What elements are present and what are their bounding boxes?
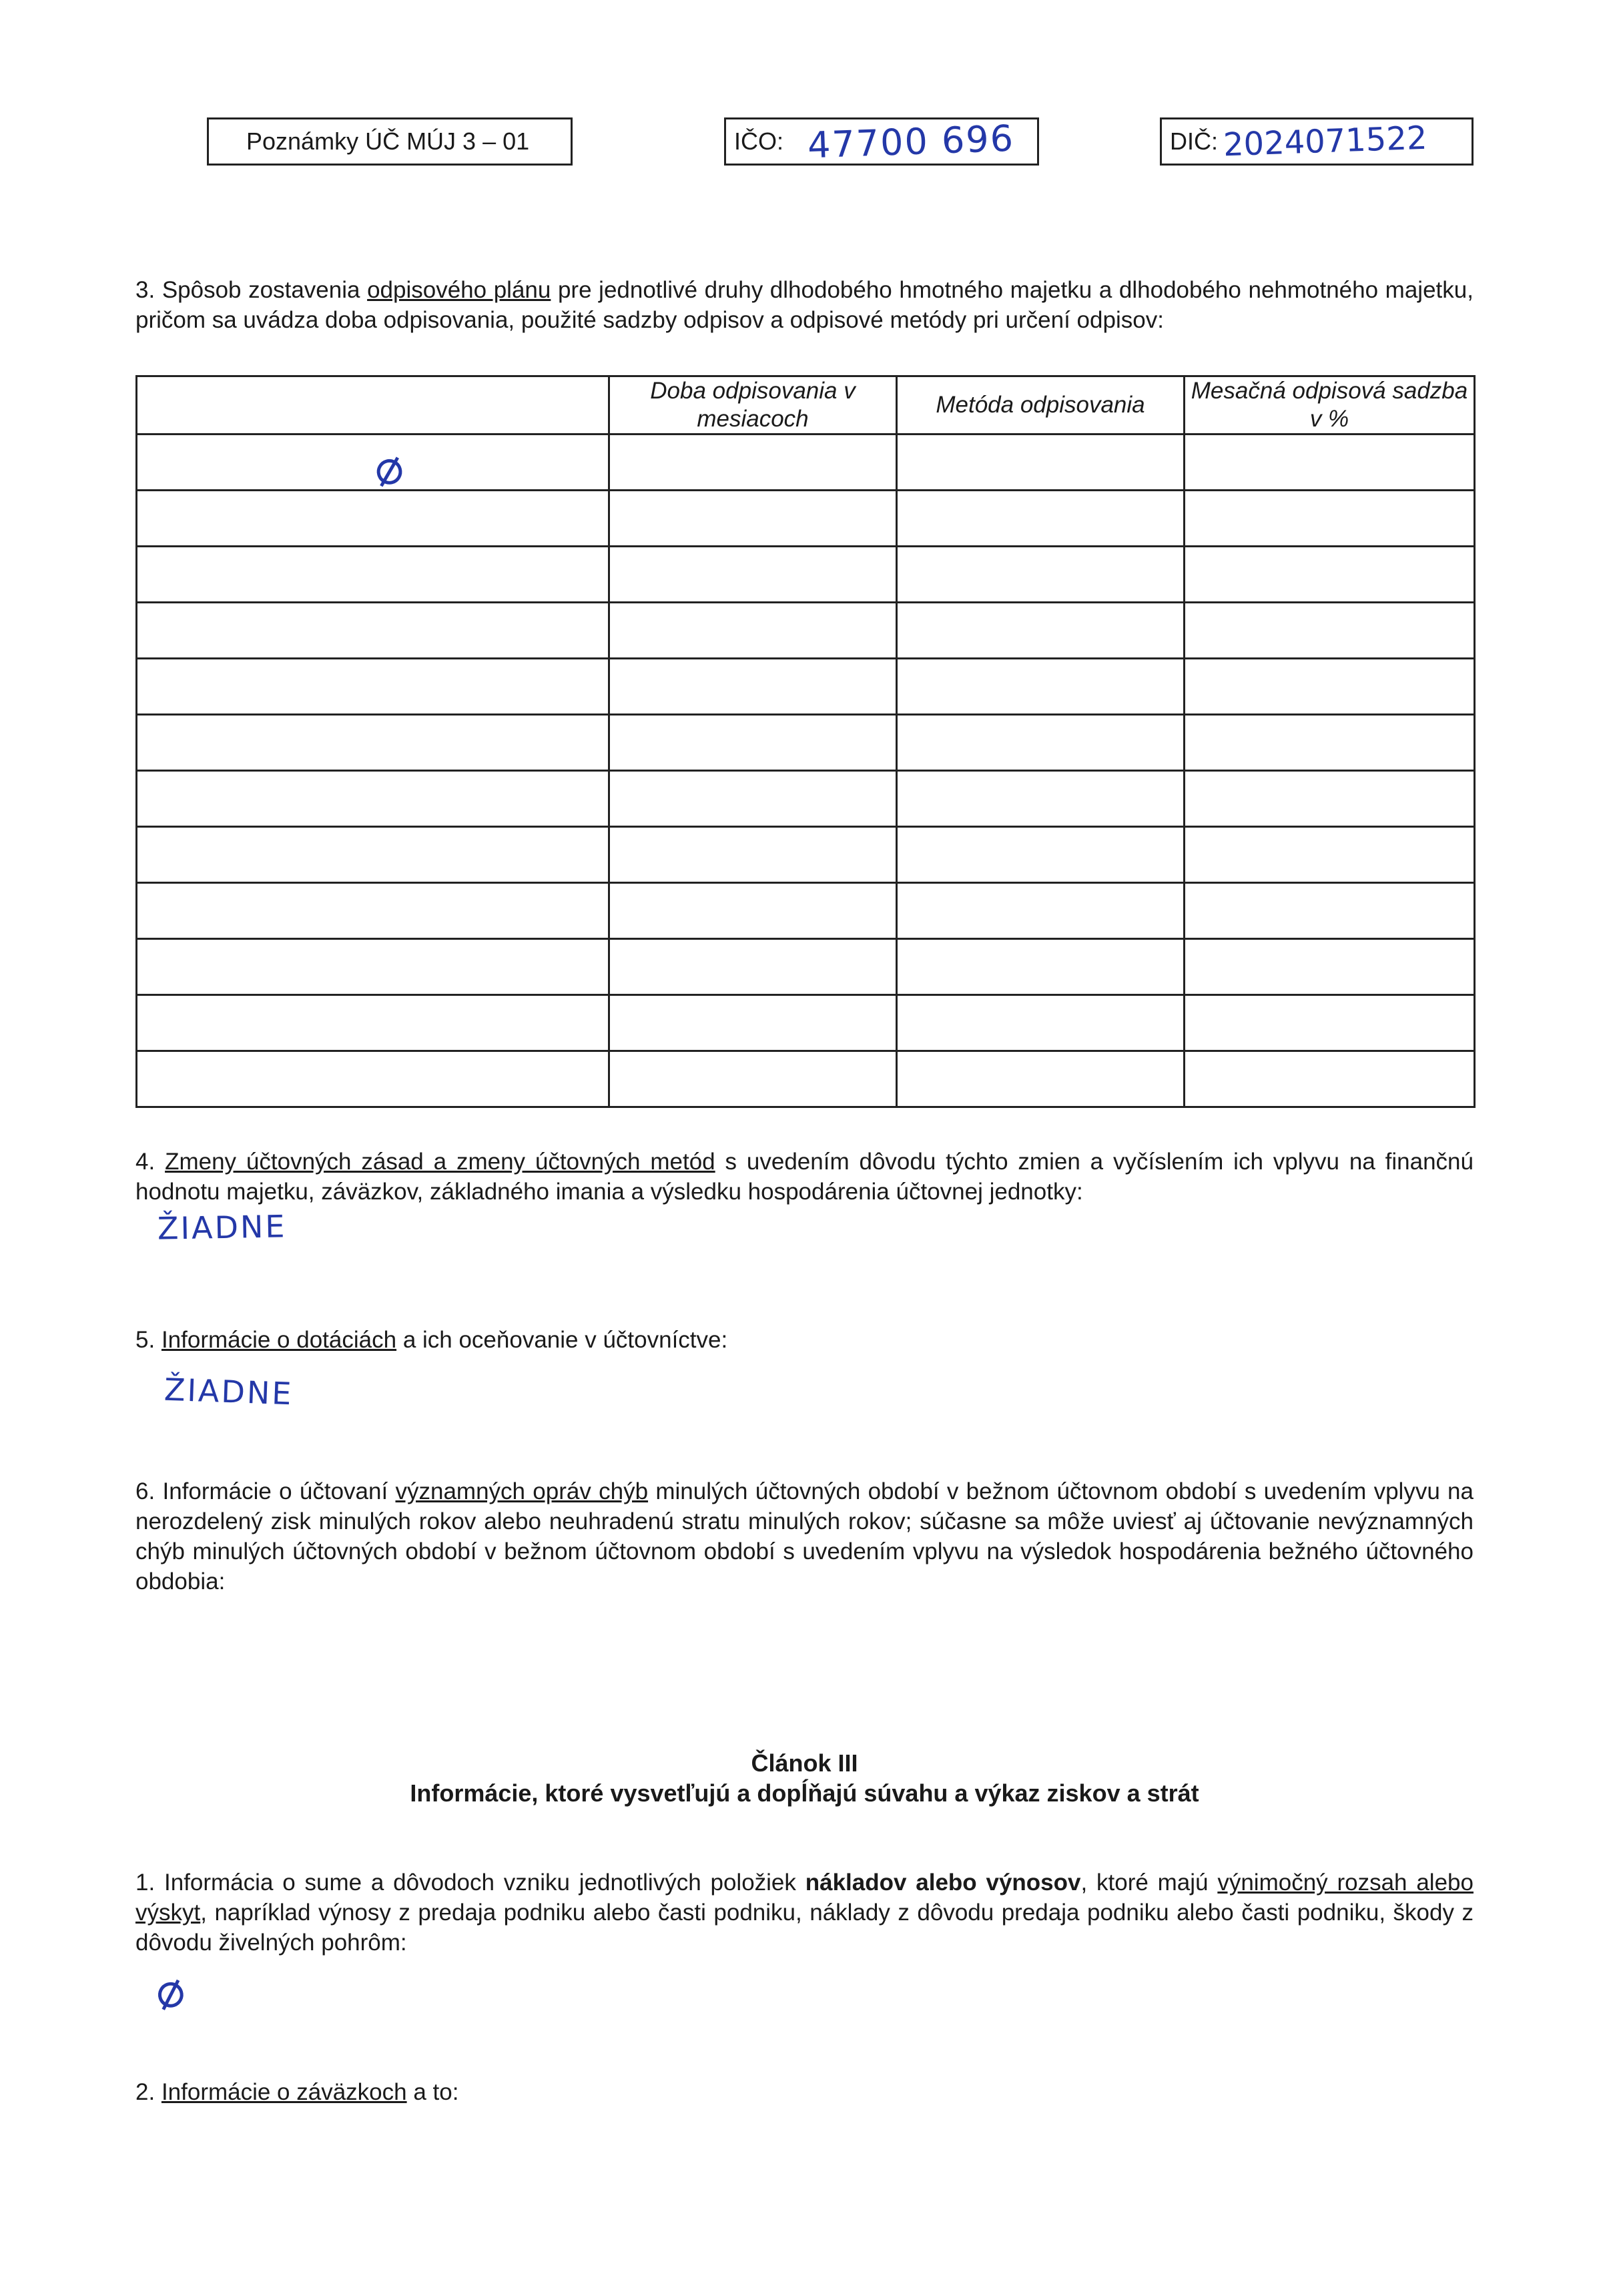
- ico-label: IČO:: [734, 127, 784, 155]
- table-row: [137, 827, 1475, 883]
- table-cell: [137, 659, 609, 715]
- table-cell: [1185, 827, 1475, 883]
- article-3-item-2-text: 2. Informácie o záväzkoch a to:: [135, 2079, 459, 2105]
- table-cell: [897, 827, 1185, 883]
- dic-value-handwritten: 2024071522: [1223, 119, 1428, 164]
- form-label: Poznámky ÚČ MÚJ 3 – 01: [246, 127, 530, 155]
- table-row: [137, 659, 1475, 715]
- ico-value-handwritten: 47700 696: [807, 117, 1016, 166]
- form-label-box: [207, 117, 573, 166]
- table-cell: [609, 771, 897, 827]
- table-cell: [609, 715, 897, 771]
- handwritten-empty-mark: ⌀: [366, 436, 410, 499]
- table-row: [137, 939, 1475, 995]
- table-cell: [1185, 883, 1475, 939]
- table-cell: [609, 603, 897, 659]
- table-cell: [137, 883, 609, 939]
- table-header-cell: Metóda odpisovania: [897, 376, 1185, 435]
- table-cell: [1185, 715, 1475, 771]
- item-4-text: 4. Zmeny účtovných zásad a zmeny účtovných metód s uvedením dôvodu týchto zmien a vyčíslením ich vplyvu na finančnú hodnotu majetku, záväzkov, základného imania a výsledku hospodárenia účtovnej jednotky:: [135, 1149, 1474, 1205]
- table-cell: [1185, 491, 1475, 547]
- table-cell: [609, 547, 897, 603]
- table-cell: [897, 883, 1185, 939]
- table-row: [137, 883, 1475, 939]
- table-row: [137, 1051, 1475, 1107]
- table-cell: [897, 771, 1185, 827]
- item-3-text: 3. Spôsob zostavenia odpisového plánu pre jednotlivé druhy dlhodobého hmotného majetku a dlhodobého nehmotného majetku, pričom sa uvádza doba odpisovania, použité sadzby odpisov a odpisové metódy pri určení odpisov:: [135, 277, 1474, 333]
- table-cell: [1185, 771, 1475, 827]
- table-cell: [137, 995, 609, 1051]
- table-cell: [609, 939, 897, 995]
- dic-box: [1160, 117, 1474, 166]
- dic-label: DIČ:: [1170, 127, 1218, 155]
- handwritten-answer-item-5: ŽIADNE: [164, 1371, 294, 1412]
- table-header-cell: [137, 376, 609, 435]
- table-row: [137, 715, 1475, 771]
- table-row: [137, 995, 1475, 1051]
- article-3-title: Článok III: [751, 1749, 858, 1777]
- depreciation-plan-table: [135, 375, 1476, 1108]
- table-cell: [1185, 435, 1475, 491]
- table-row: [137, 547, 1475, 603]
- table-cell: [609, 827, 897, 883]
- table-cell: [897, 603, 1185, 659]
- table-cell: [137, 547, 609, 603]
- table-cell: [1185, 1051, 1475, 1107]
- table-cell: [137, 771, 609, 827]
- handwritten-answer-item-4: ŽIADNE: [157, 1208, 287, 1247]
- table-cell: [897, 715, 1185, 771]
- table-cell: [137, 603, 609, 659]
- table-cell: [897, 435, 1185, 491]
- item-5-text: 5. Informácie o dotáciách a ich oceňovanie v účtovníctve:: [135, 1327, 728, 1353]
- table-cell: [1185, 659, 1475, 715]
- handwritten-empty-mark: ⌀: [147, 1959, 192, 2022]
- table-header-cell: Doba odpisovania v mesiacoch: [609, 376, 897, 435]
- table-cell: [137, 491, 609, 547]
- table-cell: [1185, 547, 1475, 603]
- table-cell: [137, 1051, 609, 1107]
- table-cell: [609, 1051, 897, 1107]
- table-cell: [897, 547, 1185, 603]
- item-6-text: 6. Informácie o účtovaní významných opráv chýb minulých účtovných období v bežnom účtovnom období s uvedením vplyvu na nerozdelený zisk minulých rokov alebo neuhradenú stratu minulých rokov; súčasne sa môže uviesť aj účtovanie nevýznamných chýb minulých účtovných období v bežnom účtovnom období s uvedením vplyvu na výsledok hospodárenia bežného účtovného obdobia:: [135, 1478, 1474, 1595]
- table-cell: [609, 659, 897, 715]
- ico-box: [724, 117, 1039, 166]
- table-header-row: [137, 376, 1475, 435]
- table-row: [137, 435, 1475, 491]
- table-row: [137, 491, 1475, 547]
- table-header-cell: Mesačná odpisová sadzba v %: [1185, 376, 1475, 435]
- table-cell: [609, 995, 897, 1051]
- table-cell: [1185, 939, 1475, 995]
- table-cell: [137, 827, 609, 883]
- table-cell: [609, 491, 897, 547]
- table-cell: [1185, 603, 1475, 659]
- table-row: [137, 771, 1475, 827]
- table-cell: [897, 1051, 1185, 1107]
- table-cell: [137, 715, 609, 771]
- article-3-item-1-text: 1. Informácia o sume a dôvodoch vzniku jednotlivých položiek nákladov alebo výnosov, ktoré majú výnimočný rozsah alebo výskyt, napríklad výnosy z predaja podniku alebo časti podniku, náklady z dôvodu predaja podniku alebo časti podniku, škody z dôvodu živelných pohrôm:: [135, 1870, 1474, 1956]
- article-3-subtitle: Informácie, ktoré vysvetľujú a dopĺňajú súvahu a výkaz ziskov a strát: [410, 1779, 1199, 1807]
- table-cell: [897, 995, 1185, 1051]
- table-row: [137, 603, 1475, 659]
- table-cell: [897, 659, 1185, 715]
- table-cell: [137, 939, 609, 995]
- table-cell: [609, 435, 897, 491]
- table-cell: [609, 883, 897, 939]
- table-cell: [897, 491, 1185, 547]
- table-cell: [1185, 995, 1475, 1051]
- table-cell: [897, 939, 1185, 995]
